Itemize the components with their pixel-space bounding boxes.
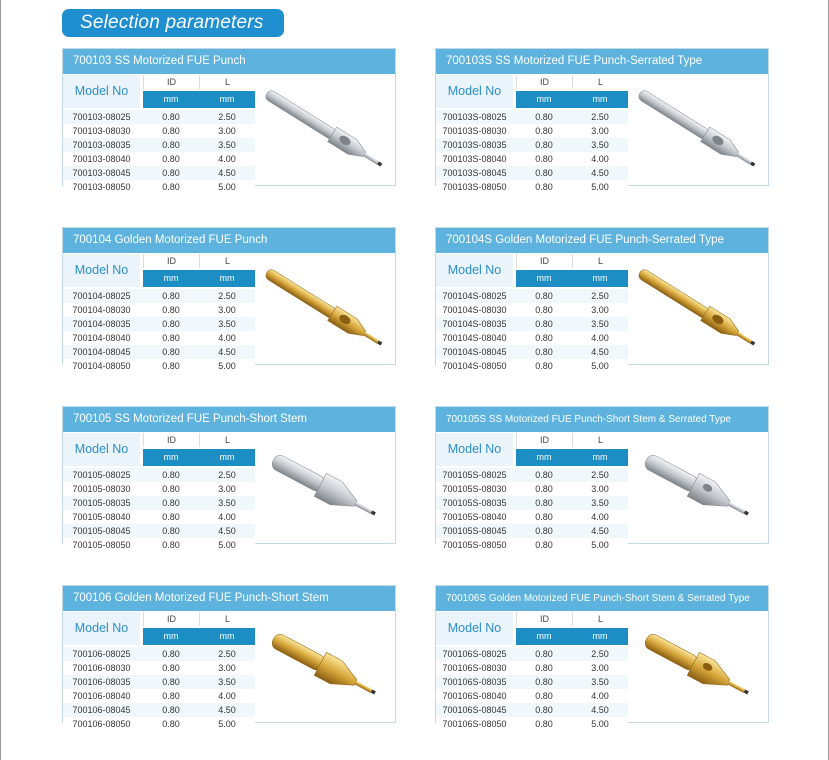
model-number-cell: 700104S-08030: [442, 305, 507, 315]
table-row: [436, 331, 628, 345]
id-value-cell: 0.80: [162, 182, 180, 192]
length-value-cell: 3.50: [218, 677, 236, 687]
length-value-cell: 4.00: [591, 512, 609, 522]
table-row: [436, 152, 628, 166]
model-number-cell: 700105S-08035: [442, 498, 507, 508]
length-value-cell: 5.00: [591, 540, 609, 550]
length-value-cell: 2.50: [591, 470, 609, 480]
id-value-cell: 0.80: [162, 470, 180, 480]
length-value-cell: 4.50: [218, 347, 236, 357]
id-value-cell: 0.80: [162, 361, 180, 371]
model-number-cell: 700104S-08025: [442, 291, 507, 301]
id-unit-label: mm: [516, 449, 572, 466]
id-value-cell: 0.80: [162, 691, 180, 701]
table-row: [63, 510, 255, 524]
ss-serrated-punch-icon: [634, 81, 764, 181]
model-no-header: Model No: [63, 433, 140, 466]
model-number-cell: 700105-08035: [72, 498, 131, 508]
model-number-cell: 700105-08025: [72, 470, 131, 480]
table-row: [63, 524, 255, 538]
id-value-cell: 0.80: [535, 361, 553, 371]
length-value-cell: 5.00: [591, 719, 609, 729]
l-unit-label: mm: [199, 270, 255, 287]
model-number-cell: 700106-08035: [72, 677, 131, 687]
length-value-cell: 3.00: [591, 126, 609, 136]
model-number-cell: 700103-08040: [72, 154, 131, 164]
length-value-cell: 5.00: [218, 540, 236, 550]
model-number-cell: 700106-08040: [72, 691, 131, 701]
id-value-cell: 0.80: [535, 512, 553, 522]
l-header-label: L: [572, 612, 628, 626]
l-column-header: [572, 612, 628, 645]
table-row: [63, 124, 255, 138]
length-value-cell: 3.50: [591, 677, 609, 687]
id-value-cell: 0.80: [535, 182, 553, 192]
id-value-cell: 0.80: [535, 484, 553, 494]
model-no-header: Model No: [63, 75, 140, 108]
id-header-label: ID: [516, 612, 572, 626]
length-value-cell: 2.50: [591, 649, 609, 659]
l-unit-label: mm: [572, 449, 628, 466]
id-header-label: ID: [516, 75, 572, 89]
l-header-label: L: [199, 433, 255, 447]
table-row: [63, 703, 255, 717]
id-value-cell: 0.80: [535, 540, 553, 550]
id-column-header: [516, 433, 572, 466]
id-header-label: ID: [143, 75, 199, 89]
l-unit-label: mm: [572, 628, 628, 645]
model-number-cell: 700104S-08035: [442, 319, 507, 329]
model-no-header: Model No: [63, 254, 140, 287]
table-row: [436, 138, 628, 152]
model-number-cell: 700105S-08025: [442, 470, 507, 480]
id-value-cell: 0.80: [162, 126, 180, 136]
id-value-cell: 0.80: [535, 319, 553, 329]
id-unit-label: mm: [143, 91, 199, 108]
id-value-cell: 0.80: [162, 663, 180, 673]
table-row: [436, 303, 628, 317]
id-value-cell: 0.80: [162, 168, 180, 178]
table-row: [63, 345, 255, 359]
length-value-cell: 5.00: [218, 182, 236, 192]
length-value-cell: 3.50: [591, 498, 609, 508]
id-value-cell: 0.80: [535, 112, 553, 122]
model-number-cell: 700105-08030: [72, 484, 131, 494]
table-row: [436, 124, 628, 138]
model-number-cell: 700106S-08025: [442, 649, 507, 659]
l-unit-label: mm: [199, 91, 255, 108]
model-number-cell: 700105-08040: [72, 512, 131, 522]
model-number-cell: 700104S-08050: [442, 361, 507, 371]
length-value-cell: 2.50: [218, 112, 236, 122]
l-header-label: L: [572, 254, 628, 268]
model-number-cell: 700103-08050: [72, 182, 131, 192]
model-number-cell: 700103-08035: [72, 140, 131, 150]
model-number-cell: 700105-08050: [72, 540, 131, 550]
table-row: [436, 661, 628, 675]
model-number-cell: 700103S-08035: [442, 140, 507, 150]
product-card: [62, 227, 396, 371]
l-column-header: [572, 254, 628, 287]
id-column-header: [516, 612, 572, 645]
model-number-cell: 700104S-08040: [442, 333, 507, 343]
table-row: [436, 110, 628, 124]
spec-table-body: [436, 289, 628, 373]
spec-table: [436, 612, 628, 731]
length-value-cell: 3.00: [218, 663, 236, 673]
table-row: [63, 496, 255, 510]
spec-table-header: [63, 612, 255, 645]
model-number-cell: 700103-08045: [72, 168, 131, 178]
length-value-cell: 4.00: [218, 512, 236, 522]
model-no-header: Model No: [436, 433, 513, 466]
length-value-cell: 4.50: [591, 168, 609, 178]
spec-table-body: [63, 468, 255, 552]
model-no-header: Model No: [436, 75, 513, 108]
l-unit-label: mm: [572, 270, 628, 287]
table-row: [63, 110, 255, 124]
product-card-title: 700103 SS Motorized FUE Punch: [63, 49, 395, 74]
id-column-header: [516, 254, 572, 287]
table-row: [63, 359, 255, 373]
spec-table: [63, 612, 255, 731]
id-unit-label: mm: [516, 91, 572, 108]
model-number-cell: 700106-08030: [72, 663, 131, 673]
spec-table-header: [63, 254, 255, 287]
id-value-cell: 0.80: [162, 719, 180, 729]
table-row: [436, 482, 628, 496]
id-column-header: [143, 433, 199, 466]
table-row: [436, 345, 628, 359]
model-number-cell: 700103S-08040: [442, 154, 507, 164]
model-number-cell: 700105-08045: [72, 526, 131, 536]
l-unit-label: mm: [572, 91, 628, 108]
ss-short-stem-punch-icon: [261, 439, 391, 539]
l-column-header: [572, 75, 628, 108]
model-number-cell: 700106S-08040: [442, 691, 507, 701]
id-value-cell: 0.80: [535, 677, 553, 687]
model-number-cell: 700106S-08050: [442, 719, 507, 729]
model-number-cell: 700106-08045: [72, 705, 131, 715]
model-number-cell: 700104S-08045: [442, 347, 507, 357]
table-row: [436, 510, 628, 524]
id-value-cell: 0.80: [535, 347, 553, 357]
model-number-cell: 700105S-08030: [442, 484, 507, 494]
id-value-cell: 0.80: [162, 484, 180, 494]
length-value-cell: 4.50: [591, 347, 609, 357]
id-value-cell: 0.80: [535, 719, 553, 729]
l-header-label: L: [572, 433, 628, 447]
model-number-cell: 700106S-08030: [442, 663, 507, 673]
table-row: [63, 289, 255, 303]
spec-table-header: [436, 612, 628, 645]
model-number-cell: 700104-08025: [72, 291, 131, 301]
table-row: [436, 317, 628, 331]
id-value-cell: 0.80: [535, 140, 553, 150]
id-unit-label: mm: [143, 449, 199, 466]
product-card: [435, 227, 769, 371]
model-number-cell: 700104-08035: [72, 319, 131, 329]
product-card: [435, 585, 769, 729]
id-value-cell: 0.80: [162, 649, 180, 659]
gold-short-stem-punch-icon: [261, 618, 391, 718]
id-column-header: [143, 612, 199, 645]
id-header-label: ID: [143, 254, 199, 268]
model-number-cell: 700105S-08040: [442, 512, 507, 522]
id-header-label: ID: [516, 254, 572, 268]
id-header-label: ID: [516, 433, 572, 447]
id-column-header: [143, 254, 199, 287]
id-unit-label: mm: [143, 270, 199, 287]
model-number-cell: 700104-08045: [72, 347, 131, 357]
product-card-title: 700105S SS Motorized FUE Punch-Short Stem & Serrated Type: [436, 407, 768, 432]
id-value-cell: 0.80: [535, 168, 553, 178]
product-card: [62, 406, 396, 550]
table-row: [436, 359, 628, 373]
length-value-cell: 5.00: [218, 361, 236, 371]
length-value-cell: 4.00: [218, 333, 236, 343]
id-unit-label: mm: [516, 270, 572, 287]
table-row: [436, 675, 628, 689]
spec-table-body: [63, 110, 255, 194]
table-row: [436, 289, 628, 303]
table-row: [63, 717, 255, 731]
spec-table-header: [436, 254, 628, 287]
spec-table: [63, 75, 255, 194]
length-value-cell: 2.50: [218, 649, 236, 659]
product-card-title: 700104 Golden Motorized FUE Punch: [63, 228, 395, 253]
id-value-cell: 0.80: [162, 512, 180, 522]
length-value-cell: 3.50: [218, 319, 236, 329]
spec-table-header: [63, 433, 255, 466]
length-value-cell: 4.00: [591, 154, 609, 164]
product-card-title: 700104S Golden Motorized FUE Punch-Serrated Type: [436, 228, 768, 253]
model-number-cell: 700103-08025: [72, 112, 131, 122]
l-header-label: L: [199, 75, 255, 89]
length-value-cell: 4.50: [591, 526, 609, 536]
length-value-cell: 2.50: [591, 291, 609, 301]
table-row: [436, 524, 628, 538]
length-value-cell: 3.00: [218, 484, 236, 494]
ss-short-stem-serrated-punch-icon: [634, 439, 764, 539]
table-row: [63, 661, 255, 675]
model-number-cell: 700104-08050: [72, 361, 131, 371]
length-value-cell: 3.00: [591, 663, 609, 673]
table-row: [63, 138, 255, 152]
length-value-cell: 3.00: [218, 305, 236, 315]
spec-table: [63, 254, 255, 373]
l-column-header: [199, 75, 255, 108]
table-row: [63, 180, 255, 194]
table-row: [436, 166, 628, 180]
table-row: [436, 647, 628, 661]
spec-table: [436, 433, 628, 552]
id-value-cell: 0.80: [162, 154, 180, 164]
id-value-cell: 0.80: [535, 526, 553, 536]
model-number-cell: 700106-08050: [72, 719, 131, 729]
ss-punch-icon: [261, 81, 391, 181]
spec-table-body: [63, 647, 255, 731]
table-row: [436, 717, 628, 731]
id-value-cell: 0.80: [162, 305, 180, 315]
model-no-header: Model No: [436, 254, 513, 287]
l-header-label: L: [199, 612, 255, 626]
length-value-cell: 4.50: [218, 168, 236, 178]
spec-table-header: [63, 75, 255, 108]
id-value-cell: 0.80: [535, 691, 553, 701]
id-value-cell: 0.80: [162, 498, 180, 508]
gold-punch-icon: [261, 260, 391, 360]
id-column-header: [143, 75, 199, 108]
l-header-label: L: [199, 254, 255, 268]
length-value-cell: 4.50: [218, 705, 236, 715]
id-value-cell: 0.80: [162, 333, 180, 343]
product-card-title: 700106S Golden Motorized FUE Punch-Short Stem & Serrated Type: [436, 586, 768, 611]
id-value-cell: 0.80: [162, 526, 180, 536]
product-card: [62, 48, 396, 192]
model-number-cell: 700106-08025: [72, 649, 131, 659]
length-value-cell: 2.50: [218, 470, 236, 480]
length-value-cell: 2.50: [218, 291, 236, 301]
table-row: [436, 496, 628, 510]
id-value-cell: 0.80: [162, 347, 180, 357]
table-row: [436, 538, 628, 552]
model-number-cell: 700103-08030: [72, 126, 131, 136]
length-value-cell: 3.00: [591, 305, 609, 315]
length-value-cell: 2.50: [591, 112, 609, 122]
table-row: [63, 689, 255, 703]
l-unit-label: mm: [199, 449, 255, 466]
id-value-cell: 0.80: [162, 112, 180, 122]
length-value-cell: 4.00: [591, 691, 609, 701]
id-unit-label: mm: [516, 628, 572, 645]
length-value-cell: 3.50: [591, 319, 609, 329]
id-value-cell: 0.80: [162, 140, 180, 150]
length-value-cell: 4.00: [591, 333, 609, 343]
table-row: [63, 166, 255, 180]
id-value-cell: 0.80: [162, 677, 180, 687]
id-value-cell: 0.80: [535, 126, 553, 136]
model-number-cell: 700103S-08050: [442, 182, 507, 192]
length-value-cell: 4.50: [591, 705, 609, 715]
table-row: [63, 675, 255, 689]
id-value-cell: 0.80: [535, 470, 553, 480]
model-number-cell: 700103S-08025: [442, 112, 507, 122]
length-value-cell: 4.00: [218, 691, 236, 701]
spec-table: [63, 433, 255, 552]
model-number-cell: 700106S-08035: [442, 677, 507, 687]
id-value-cell: 0.80: [535, 498, 553, 508]
table-row: [63, 468, 255, 482]
model-number-cell: 700103S-08030: [442, 126, 507, 136]
spec-table-body: [436, 110, 628, 194]
model-no-header: Model No: [63, 612, 140, 645]
spec-table-body: [436, 647, 628, 731]
model-number-cell: 700105S-08050: [442, 540, 507, 550]
length-value-cell: 5.00: [218, 719, 236, 729]
length-value-cell: 3.50: [591, 140, 609, 150]
table-row: [63, 331, 255, 345]
id-value-cell: 0.80: [162, 319, 180, 329]
id-value-cell: 0.80: [535, 663, 553, 673]
model-number-cell: 700106S-08045: [442, 705, 507, 715]
table-row: [436, 703, 628, 717]
length-value-cell: 3.00: [218, 126, 236, 136]
l-column-header: [199, 612, 255, 645]
id-value-cell: 0.80: [535, 705, 553, 715]
model-number-cell: 700103S-08045: [442, 168, 507, 178]
id-value-cell: 0.80: [162, 540, 180, 550]
length-value-cell: 3.50: [218, 498, 236, 508]
id-value-cell: 0.80: [162, 291, 180, 301]
model-number-cell: 700104-08040: [72, 333, 131, 343]
spec-table-header: [436, 75, 628, 108]
model-no-header: Model No: [436, 612, 513, 645]
length-value-cell: 5.00: [591, 182, 609, 192]
gold-short-stem-serrated-punch-icon: [634, 618, 764, 718]
length-value-cell: 4.00: [218, 154, 236, 164]
product-card-title: 700103S SS Motorized FUE Punch-Serrated Type: [436, 49, 768, 74]
id-header-label: ID: [143, 612, 199, 626]
product-card: [62, 585, 396, 729]
l-column-header: [572, 433, 628, 466]
table-row: [63, 538, 255, 552]
id-unit-label: mm: [143, 628, 199, 645]
table-row: [63, 303, 255, 317]
gold-serrated-punch-icon: [634, 260, 764, 360]
page-title: Selection parameters: [62, 9, 284, 37]
length-value-cell: 4.50: [218, 526, 236, 536]
spec-table-body: [63, 289, 255, 373]
table-row: [63, 647, 255, 661]
table-row: [436, 180, 628, 194]
length-value-cell: 5.00: [591, 361, 609, 371]
id-value-cell: 0.80: [535, 305, 553, 315]
product-card-title: 700106 Golden Motorized FUE Punch-Short Stem: [63, 586, 395, 611]
page-frame-left: [0, 0, 1, 760]
l-unit-label: mm: [199, 628, 255, 645]
model-number-cell: 700105S-08045: [442, 526, 507, 536]
spec-table-header: [436, 433, 628, 466]
length-value-cell: 3.00: [591, 484, 609, 494]
table-row: [436, 689, 628, 703]
model-number-cell: 700104-08030: [72, 305, 131, 315]
id-value-cell: 0.80: [162, 705, 180, 715]
id-value-cell: 0.80: [535, 291, 553, 301]
id-value-cell: 0.80: [535, 333, 553, 343]
spec-table-body: [436, 468, 628, 552]
id-value-cell: 0.80: [535, 154, 553, 164]
table-row: [63, 317, 255, 331]
length-value-cell: 3.50: [218, 140, 236, 150]
l-header-label: L: [572, 75, 628, 89]
table-row: [436, 468, 628, 482]
product-card-title: 700105 SS Motorized FUE Punch-Short Stem: [63, 407, 395, 432]
id-header-label: ID: [143, 433, 199, 447]
product-card: [435, 406, 769, 550]
product-card: [435, 48, 769, 192]
spec-table: [436, 254, 628, 373]
id-value-cell: 0.80: [535, 649, 553, 659]
l-column-header: [199, 433, 255, 466]
table-row: [63, 152, 255, 166]
spec-table: [436, 75, 628, 194]
l-column-header: [199, 254, 255, 287]
id-column-header: [516, 75, 572, 108]
table-row: [63, 482, 255, 496]
